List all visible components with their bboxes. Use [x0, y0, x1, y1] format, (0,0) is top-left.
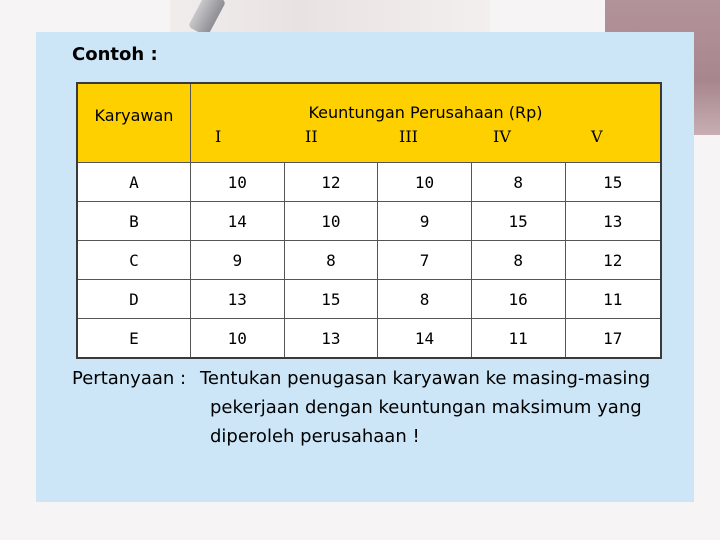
row-label: B: [77, 202, 191, 241]
header-keuntungan: [191, 83, 662, 163]
table-row: [77, 163, 661, 202]
table-row: [77, 319, 661, 359]
table-header-row: [77, 83, 661, 163]
table-cell: 11: [471, 319, 565, 359]
table-cell: 10: [378, 163, 472, 202]
table-cell: 16: [471, 280, 565, 319]
table-cell: 13: [191, 280, 285, 319]
profit-table: [76, 82, 662, 359]
column-header-1: I: [215, 127, 222, 146]
question-label: Pertanyaan :: [72, 368, 187, 389]
table-cell: 13: [565, 202, 661, 241]
row-label: A: [77, 163, 191, 202]
table-cell: 8: [378, 280, 472, 319]
table-row: [77, 202, 661, 241]
slide-title: Contoh :: [72, 44, 158, 65]
table-cell: 8: [471, 241, 565, 280]
group-header-title: Keuntungan Perusahaan (Rp): [308, 103, 543, 122]
column-header-4: IV: [493, 127, 511, 146]
row-label: D: [77, 280, 191, 319]
table-cell: 8: [284, 241, 378, 280]
table-cell: 10: [191, 163, 285, 202]
table-cell: 14: [378, 319, 472, 359]
table-cell: 13: [284, 319, 378, 359]
table-cell: 12: [284, 163, 378, 202]
column-header-2: II: [305, 127, 318, 146]
table-row: [77, 241, 661, 280]
table-cell: 17: [565, 319, 661, 359]
table-cell: 9: [378, 202, 472, 241]
column-header-5: V: [591, 127, 603, 146]
table-cell: 10: [191, 319, 285, 359]
header-karyawan: Karyawan: [77, 83, 191, 163]
column-header-3: III: [399, 127, 418, 146]
table-cell: 12: [565, 241, 661, 280]
table-cell: 7: [378, 241, 472, 280]
question-text: Tentukan penugasan karyawan ke masing-masing pekerjaan dengan keuntungan maksimum yang diperoleh perusahaan !: [200, 368, 651, 447]
row-label: C: [77, 241, 191, 280]
table-cell: 9: [191, 241, 285, 280]
table-cell: 11: [565, 280, 661, 319]
table-cell: 8: [471, 163, 565, 202]
table-cell: 10: [284, 202, 378, 241]
row-label: E: [77, 319, 191, 359]
table-row: [77, 280, 661, 319]
table-cell: 15: [471, 202, 565, 241]
table-cell: 14: [191, 202, 285, 241]
table-cell: 15: [284, 280, 378, 319]
table-cell: 15: [565, 163, 661, 202]
